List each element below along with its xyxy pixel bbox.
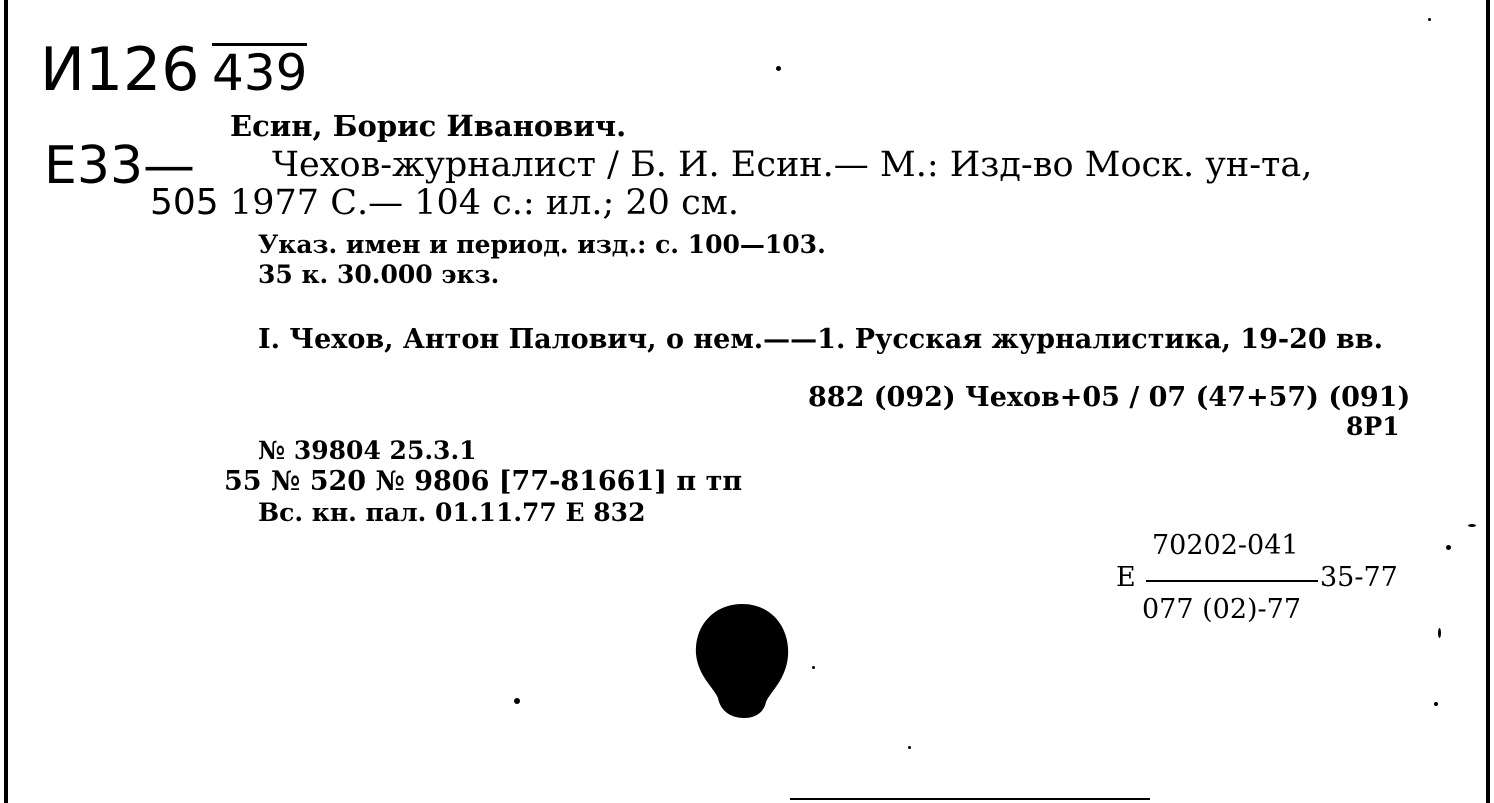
handwritten-shelf-sub: 505: [150, 182, 219, 223]
card-right-border: [1486, 0, 1490, 803]
scan-speck: [514, 698, 520, 704]
subject-tracings: I. Чехов, Антон Палович, о нем.——1. Русская журналистика, 19-20 вв.: [258, 324, 1383, 355]
card-bottom-border: [790, 798, 1150, 800]
imprint-statement: 1977 С.— 104 с.: ил.; 20 см.: [230, 183, 740, 223]
scan-speck: [1446, 545, 1451, 550]
author-heading: Есин, Борис Иванович.: [230, 109, 627, 143]
publisher-code-suffix: 35-77: [1320, 562, 1398, 593]
scan-speck: [1428, 18, 1431, 21]
registration-line-2: 55 № 520 № 9806 [77-81661] п тп: [224, 466, 743, 497]
scan-speck: [908, 746, 911, 749]
udc-classification: 882 (092) Чехов+05 / 07 (47+57) (091): [808, 382, 1411, 413]
card-left-border: [4, 0, 8, 803]
registration-line-3: Вс. кн. пал. 01.11.77 Е 832: [258, 498, 646, 527]
publisher-code-denominator: 077 (02)-77: [1142, 594, 1302, 625]
scan-speck: [776, 66, 781, 71]
publisher-code-fraction-bar: [1146, 580, 1318, 582]
handwritten-call-number: 439: [212, 44, 308, 102]
bbk-classification: 8Р1: [1346, 412, 1400, 441]
publisher-code-numerator: 70202-041: [1152, 530, 1299, 561]
price-print-run: 35 к. 30.000 экз.: [258, 260, 500, 289]
handwritten-shelf-code: Е33—: [44, 136, 196, 196]
publisher-code-letter: Е: [1116, 562, 1136, 593]
punch-hole-mark: [690, 600, 800, 730]
scan-speck: [812, 666, 815, 669]
scan-speck: [1438, 628, 1441, 638]
registration-line-1: № 39804 25.3.1: [258, 436, 477, 465]
scan-speck: [1434, 702, 1438, 706]
scan-speck: [1468, 524, 1476, 527]
index-note: Указ. имен и период. изд.: с. 100—103.: [258, 230, 826, 259]
handwritten-call-prefix: И126: [40, 35, 200, 105]
title-statement: Чехов-журналист / Б. И. Есин.— М.: Изд-во Моск. ун-та,: [272, 145, 1313, 185]
